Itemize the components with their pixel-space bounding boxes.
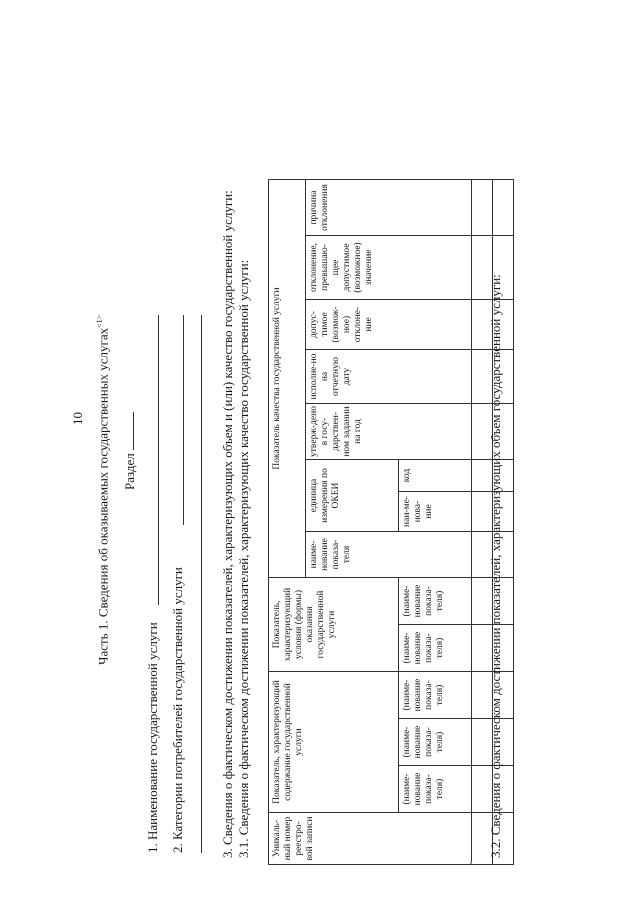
header-sub-name-1: (наиме-нование показа-теля)	[399, 766, 472, 813]
header-deviation-exceeding: отклонение, превышаю-щее допустимое (возможное) значение	[306, 236, 472, 300]
header-quality-indicator: Показатель качества государственной услуги	[269, 180, 306, 578]
header-approved: утверж-дено в госу-дарствен-ном задании на год	[306, 404, 472, 460]
header-sub-name-2: (наиме-нование показа-теля)	[399, 719, 472, 766]
header-unit-code: код	[399, 460, 472, 492]
part-title	[92, 315, 111, 665]
consumer-categories-label: 2. Категории потребителей государственной услуги	[170, 567, 185, 853]
section-label-text: Раздел	[122, 453, 137, 490]
part-footnote: <1>	[95, 314, 104, 328]
consumer-categories-line-2	[200, 315, 202, 853]
section-number-field	[121, 412, 134, 450]
header-actual: исполне-но на отчетную дату	[306, 350, 472, 404]
header-unit-name: наи-ме-нова-ние	[399, 492, 472, 532]
header-indicator-name: наиме-нование показа-теля	[306, 532, 472, 578]
header-sub-name-3: (наиме-нование показа-теля)	[399, 672, 472, 719]
part-title-text: Часть 1. Сведения об оказываемых государственных услугах	[95, 327, 111, 665]
quality-indicators-table	[268, 179, 514, 865]
section-3-2-heading: 3.2. Сведения о фактическом достижении показателей, характеризующих объем государственной услуги:	[488, 274, 503, 858]
section-label	[121, 412, 138, 490]
section-3-heading: 3. Сведения о фактическом достижении показателей, характеризующих объем и (или) качество государственной услуги:	[220, 190, 235, 858]
header-content-indicator: Показатель, характеризующий содержание государственной услуги	[269, 672, 399, 813]
service-name-line	[157, 315, 159, 605]
scan-speck	[470, 862, 472, 864]
header-allowed-deviation: допус-тимое (возмож-ное) отклоне-ние	[306, 300, 472, 350]
service-name-label: 1. Наименование государственной услуги	[145, 622, 160, 853]
header-deviation-reason: причина отклонения	[306, 180, 472, 236]
page-number: 10	[70, 412, 85, 425]
header-unit-okei: единица измерения по ОКЕИ	[306, 460, 399, 532]
header-registry-number: Уникаль-ный номер реестро-вой записи	[269, 813, 472, 865]
header-conditions-indicator: Показатель, характеризующий условия (формы) оказания государственной услуги	[269, 578, 399, 672]
consumer-categories-line	[182, 315, 184, 525]
section-3-1-heading: 3.1. Сведения о фактическом достижении показателей, характеризующих качество государственной услуги:	[236, 259, 251, 858]
header-sub-name-5: (наиме-нование показа-теля)	[399, 578, 472, 625]
header-sub-name-4: (наиме-нование показа-теля)	[399, 625, 472, 672]
